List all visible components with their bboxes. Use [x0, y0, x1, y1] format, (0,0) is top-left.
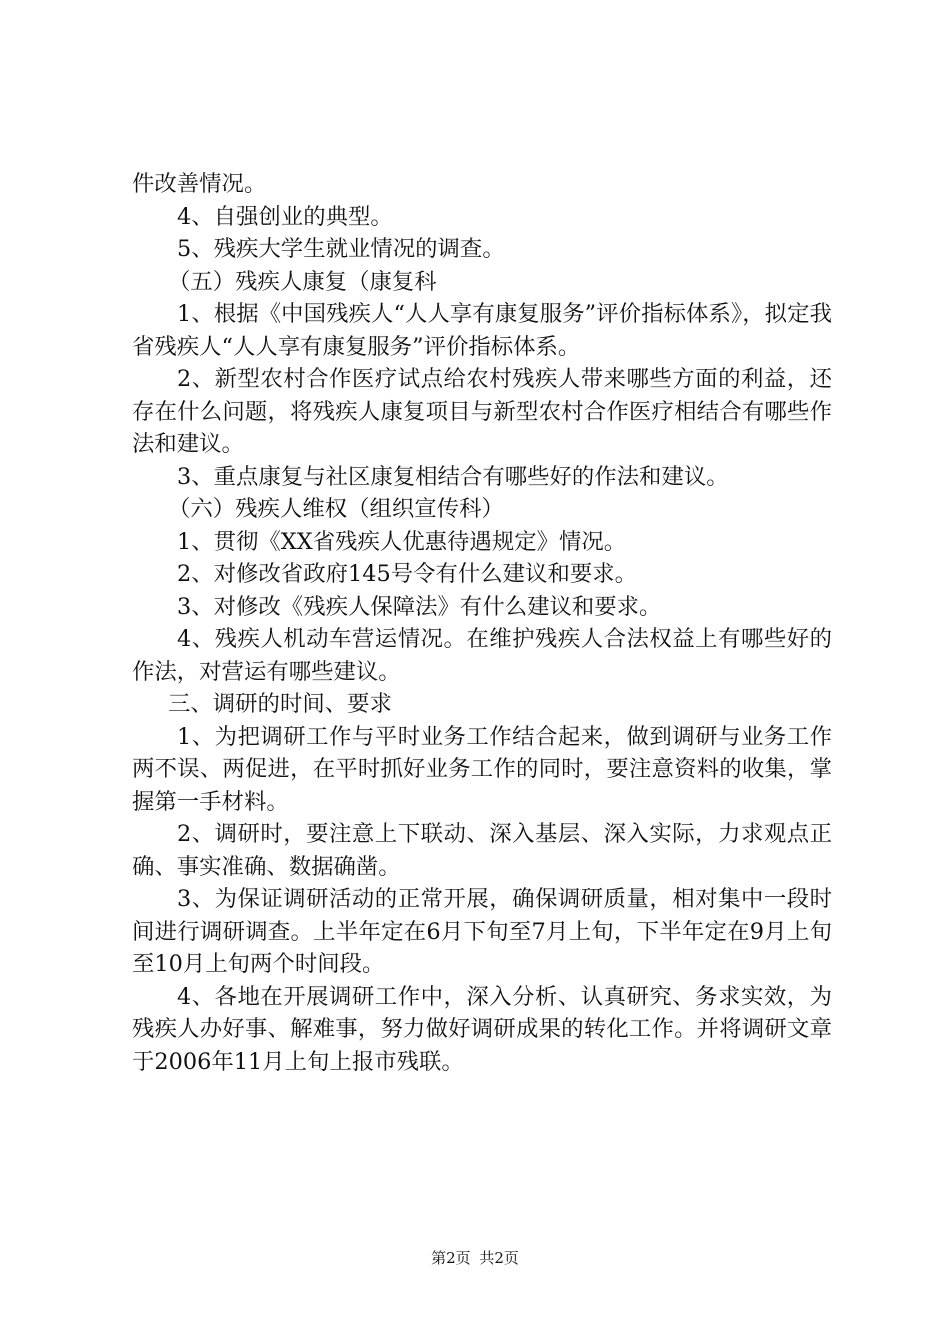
paragraph: 3、为保证调研活动的正常开展，确保调研质量，相对集中一段时间进行调研调查。上半年定在6月下旬至7月上旬，下半年定在9月上旬至10月上旬两个时间段。	[132, 886, 832, 977]
paragraph: 3、重点康复与社区康复相结合有哪些好的作法和建议。	[177, 463, 729, 490]
document-body	[132, 168, 832, 1078]
page-number: 第2页	[431, 1249, 471, 1267]
paragraph: （六）残疾人维权（组织宣传科）	[168, 496, 504, 522]
paragraph: 4、各地在开展调研工作中，深入分析、认真研究、务求实效，为残疾人办好事、解难事，努力做好调研成果的转化工作。并将调研文章于2006年11月上旬上报市残联。	[132, 983, 832, 1075]
paragraph: 1、贯彻《XX省残疾人优惠待遇规定》情况。	[177, 528, 627, 555]
paragraph: 1、为把调研工作与平时业务工作结合起来，做到调研与业务工作两不误、两促进，在平时抓好业务工作的同时，要注意资料的收集，掌握第一手材料。	[132, 723, 832, 815]
paragraph: 件改善情况。	[132, 171, 267, 197]
paragraph: 2、新型农村合作医疗试点给农村残疾人带来哪些方面的利益，还存在什么问题，将残疾人康复项目与新型农村合作医疗相结合有哪些作法和建议。	[132, 366, 832, 457]
paragraph: 1、根据《中国残疾人“人人享有康复服务”评价指标体系》，拟定我省残疾人“人人享有康复服务”评价指标体系。	[132, 301, 832, 360]
page-footer	[0, 1248, 950, 1268]
paragraph: 4、残疾人机动车营运情况。在维护残疾人合法权益上有哪些好的作法，对营运有哪些建议。	[132, 626, 832, 685]
paragraph: 2、调研时，要注意上下联动、深入基层、深入实际，力求观点正确、事实准确、数据确凿。	[132, 821, 832, 880]
paragraph: （五）残疾人康复（康复科	[168, 268, 437, 295]
page-total: 共2页	[479, 1249, 519, 1267]
paragraph: 4、自强创业的典型。	[177, 203, 393, 230]
paragraph: 2、对修改省政府145号令有什么建议和要求。	[177, 561, 638, 587]
paragraph: 5、残疾大学生就业情况的调查。	[177, 236, 505, 262]
paragraph: 3、对修改《残疾人保障法》有什么建议和要求。	[177, 593, 662, 620]
paragraph: 三、调研的时间、要求	[168, 691, 392, 717]
